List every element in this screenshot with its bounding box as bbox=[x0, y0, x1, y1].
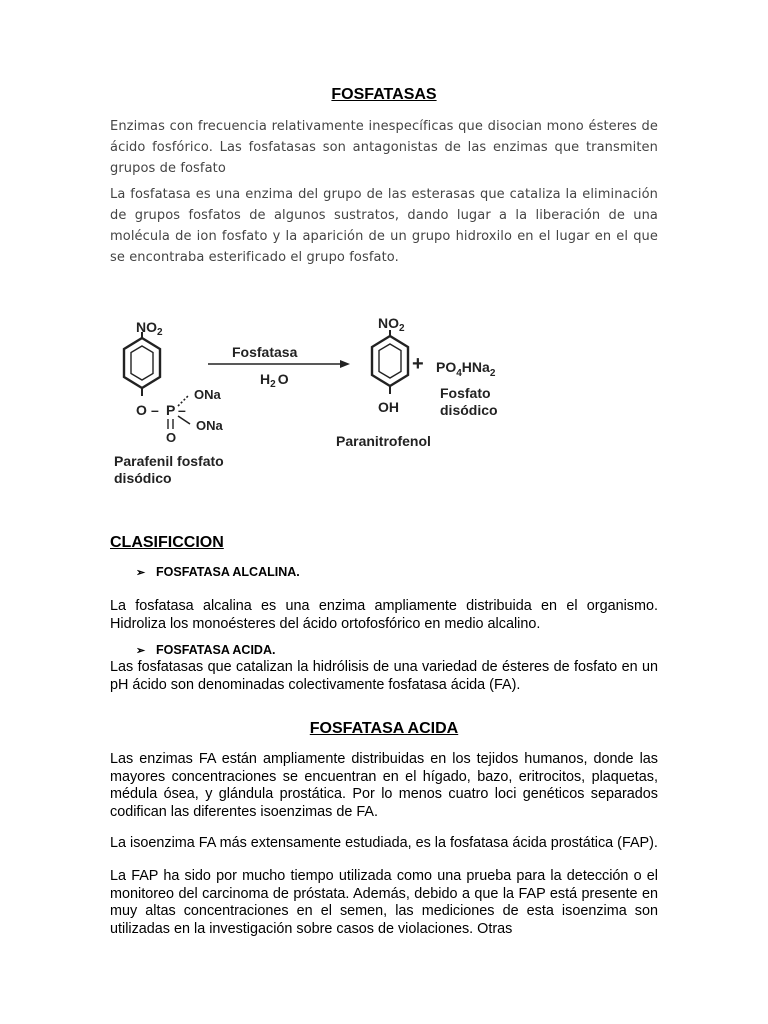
reaction-arrow-head bbox=[340, 360, 350, 368]
bullet-acida bbox=[136, 643, 275, 657]
bullet-arrow-icon: ➢ bbox=[136, 567, 146, 579]
reactant-label-line-1: Parafenil fosfato bbox=[114, 453, 224, 469]
bullet-acida-label: FOSFATASA ACIDA. bbox=[156, 643, 276, 657]
classification-heading: CLASIFICCION bbox=[110, 534, 224, 551]
left-no2-label: $NO_2$ bbox=[136, 319, 163, 338]
reactant-label-line-2: disódico bbox=[114, 470, 172, 486]
bullet-alcalina bbox=[136, 565, 300, 579]
oh-label: OH bbox=[378, 399, 399, 415]
alcalina-paragraph: La fosfatasa alcalina es una enzima ampliamente distribuida en el organismo. Hidroliza los monoésteres del ácido ortofosfórico en medio alcalino. bbox=[110, 598, 658, 632]
plus-sign: + bbox=[412, 353, 424, 375]
water-label: $H_2$ O bbox=[260, 371, 289, 390]
reaction-diagram bbox=[110, 306, 502, 506]
byproduct-label-line-2: disódico bbox=[440, 402, 498, 418]
bullet-arrow-icon: ➢ bbox=[136, 645, 146, 657]
reaction-svg bbox=[110, 306, 502, 506]
ester-o-label: O bbox=[136, 402, 147, 418]
bullet-alcalina-label: FOSFATASA ALCALINA. bbox=[156, 565, 300, 579]
ona-label-1: ONa bbox=[194, 387, 221, 402]
fa-paragraph-2: La isoenzima FA más extensamente estudiada, es la fosfatasa ácida prostática (FAP). bbox=[110, 835, 658, 851]
dash-1: – bbox=[151, 402, 159, 418]
intro-paragraph-2: La fosfatasa es una enzima del grupo de las esterasas que cataliza la eliminación de grupos fosfatos de algunos sustratos, dando lugar a la liberación de una molécula de ion fosfato y la aparición de un grupo hidroxilo en el lugar en el que se encontraba esterificado el grupo fosfato. bbox=[110, 187, 658, 265]
fa-paragraph-3: La FAP ha sido por mucho tiempo utilizada como una prueba para la detección o el monitoreo del carcinoma de próstata. Además, debido a que la FAP está presente en muy altas concentraciones en el semen, las mediciones de esta isoenzima son utilizadas en la investigación sobre casos de violaciones. Otras bbox=[110, 868, 658, 937]
fa-paragraph-1: Las enzimas FA están ampliamente distribuidas en los tejidos humanos, donde las mayores concentraciones se encuentran en el hígado, bazo, eritrocitos, plaquetas, médula ósea, y glándula prostática. Por lo menos cuatro loci genéticos separados codifican las diferentes isoenzimas de FA. bbox=[110, 751, 658, 820]
product-label: Paranitrofenol bbox=[336, 433, 431, 449]
po4hna2-label: $PO_4HNa_2$ bbox=[436, 359, 496, 379]
right-no2-label: $NO_2$ bbox=[378, 315, 405, 334]
byproduct-label-line-1: Fosfato bbox=[440, 385, 491, 401]
right-benzene-inner bbox=[379, 344, 401, 378]
phosphorus-label: P bbox=[166, 402, 176, 418]
enzyme-label: Fosfatasa bbox=[232, 344, 298, 360]
section-heading: FOSFATASA ACIDA bbox=[309, 720, 459, 737]
double-o-label: O bbox=[166, 430, 177, 445]
left-benzene-inner bbox=[131, 346, 153, 380]
page-title: FOSFATASAS bbox=[331, 86, 437, 103]
dash-2: – bbox=[178, 402, 186, 418]
intro-paragraph-1: Enzimas con frecuencia relativamente inespecíficas que disocian mono ésteres de ácido fosfórico. Las fosfatasas son antagonistas de las enzimas que transmiten grupos de fosfato bbox=[110, 119, 658, 176]
ona-label-2: ONa bbox=[196, 418, 223, 433]
acida-paragraph: Las fosfatasas que catalizan la hidrólisis de una variedad de ésteres de fosfato en un pH ácido son denominadas colectivamente fosfatasa ácida (FA). bbox=[110, 659, 658, 693]
